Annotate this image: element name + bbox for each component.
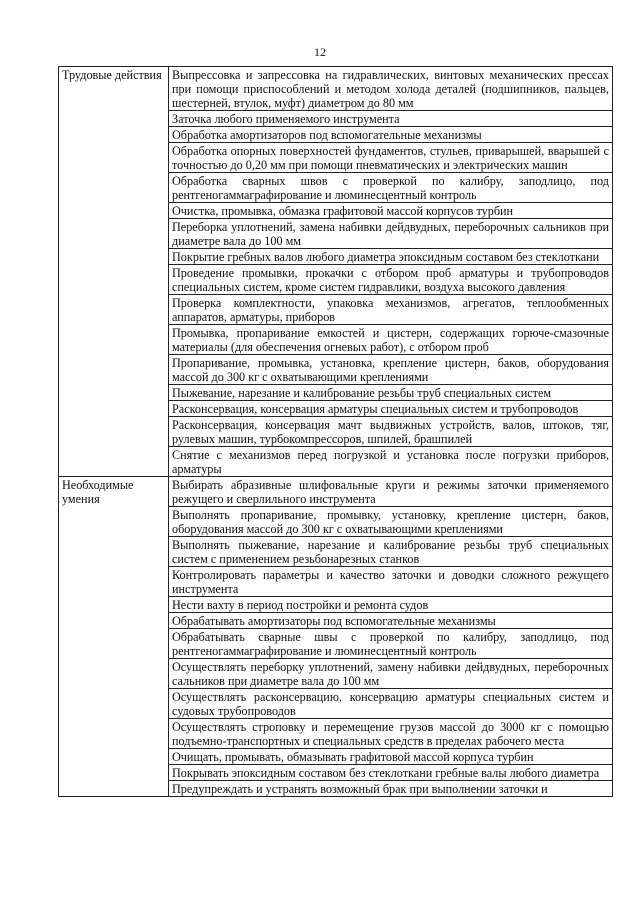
item-cell: Пыжевание, нарезание и калибрование резьбы труб специальных систем (169, 385, 613, 401)
item-cell: Обработка сварных швов с проверкой по калибру, заподлицо, под рентгеногаммаграфирование и люминесцентный контроль (169, 173, 613, 203)
page-number: 12 (314, 45, 326, 59)
item-cell: Обрабатывать сварные швы с проверкой по калибру, заподлицо, под рентгеногаммаграфирование и люминесцентный контроль (169, 629, 613, 659)
competency-table (58, 66, 613, 797)
item-cell: Контролировать параметры и качество заточки и доводки сложного режущего инструмента (169, 567, 613, 597)
item-cell: Проведение промывки, прокачки с отбором проб арматуры и трубопроводов специальных систем, кроме систем гидравлики, воздуха высокого давления (169, 265, 613, 295)
competency-table-body (59, 67, 613, 797)
item-cell: Выполнять пыжевание, нарезание и калибрование резьбы труб специальных систем с применением резьбонарезных станков (169, 537, 613, 567)
item-cell: Обработка амортизаторов под вспомогательные механизмы (169, 127, 613, 143)
item-cell: Осуществлять расконсервацию, консервацию арматуры специальных систем и судовых трубопроводов (169, 689, 613, 719)
item-cell: Очищать, промывать, обмазывать графитовой массой корпуса турбин (169, 749, 613, 765)
item-cell: Покрывать эпоксидным составом без стеклоткани гребные валы любого диаметра (169, 765, 613, 781)
item-cell: Заточка любого применяемого инструмента (169, 111, 613, 127)
category-cell: Необходимые умения (59, 477, 169, 797)
item-cell: Осуществлять строповку и перемещение грузов массой до 3000 кг с помощью подъемно-транспортных и специальных средств в пределах рабочего места (169, 719, 613, 749)
item-cell: Выпрессовка и запрессовка на гидравлических, винтовых механических прессах при помощи приспособлений и методом холода деталей (подшипников, пальцев, шестерней, втулок, муфт) диаметром до 80 мм (169, 67, 613, 111)
item-cell: Расконсервация, консервация мачт выдвижных устройств, валов, штоков, тяг, рулевых машин, турбокомпрессоров, шпилей, брашпилей (169, 417, 613, 447)
item-cell: Очистка, промывка, обмазка графитовой массой корпусов турбин (169, 203, 613, 219)
item-cell: Выбирать абразивные шлифовальные круги и режимы заточки применяемого режущего и сверлильного инструмента (169, 477, 613, 507)
item-cell: Обработка опорных поверхностей фундаментов, стульев, приварышей, вварышей с точностью до 0,20 мм при помощи пневматических и электрических машин (169, 143, 613, 173)
item-cell: Покрытие гребных валов любого диаметра эпоксидным составом без стеклоткани (169, 249, 613, 265)
item-cell: Выполнять пропаривание, промывку, установку, крепление цистерн, баков, оборудования массой до 300 кг с охватывающими креплениями (169, 507, 613, 537)
table-row (59, 67, 613, 111)
item-cell: Переборка уплотнений, замена набивки дейдвудных, переборочных сальников при диаметре вала до 100 мм (169, 219, 613, 249)
item-cell: Снятие с механизмов перед погрузкой и установка после погрузки приборов, арматуры (169, 447, 613, 477)
table-row (59, 477, 613, 507)
item-cell: Промывка, пропаривание емкостей и цистерн, содержащих горюче-смазочные материалы (для обеспечения огневых работ), с отбором проб (169, 325, 613, 355)
item-cell: Проверка комплектности, упаковка механизмов, агрегатов, теплообменных аппаратов, арматуры, приборов (169, 295, 613, 325)
category-cell: Трудовые действия (59, 67, 169, 477)
item-cell: Расконсервация, консервация арматуры специальных систем и трубопроводов (169, 401, 613, 417)
item-cell: Осуществлять переборку уплотнений, замену набивки дейдвудных, переборочных сальников при диаметре вала до 100 мм (169, 659, 613, 689)
item-cell: Нести вахту в период постройки и ремонта судов (169, 597, 613, 613)
item-cell: Обрабатывать амортизаторы под вспомогательные механизмы (169, 613, 613, 629)
item-cell: Пропаривание, промывка, установка, крепление цистерн, баков, оборудования массой до 300 кг с охватывающими креплениями (169, 355, 613, 385)
item-cell: Предупреждать и устранять возможный брак при выполнении заточки и (169, 781, 613, 797)
